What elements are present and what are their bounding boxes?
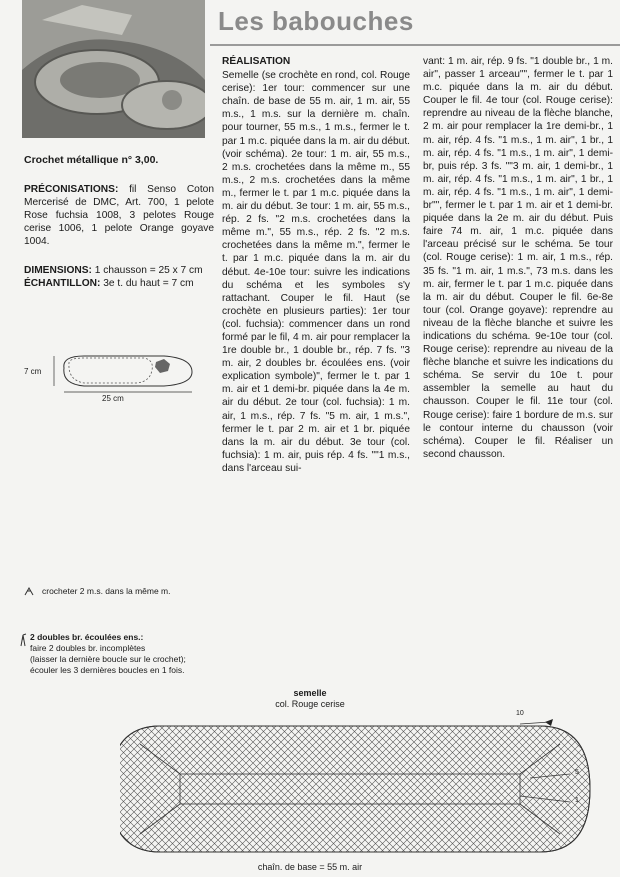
slipper-schematic	[24, 348, 204, 418]
chart-subtitle: col. Rouge cerise	[275, 699, 345, 709]
sole-crochet-chart	[120, 710, 600, 859]
legend-double-line-2: (laisser la dernière boucle sur le crochet);	[30, 654, 186, 664]
sample-text: 3e t. du haut = 7 cm	[100, 278, 194, 289]
recommendations-text: fil Senso Coton Mercerisé de DMC, Art. 700, 1 pelote Rose fuchsia 1008, 3 pelotes Rouge cerise 1006, 1 pelote Orange goyave 1004.	[24, 184, 214, 247]
row-marker-5: 5	[575, 769, 579, 776]
slipper-outline	[24, 348, 204, 418]
row-marker-1: 1	[575, 797, 579, 804]
schematic-width-label: 25 cm	[102, 394, 124, 403]
instructions-text-2: Semelle (se crochète en rond, col. Rouge cerise): 1er tour: commencer sur une chaîn. de base de 55 m. air, 1 m. air, 55 m.s., 1 m.s. sur la dernière m. chaîn. pour tourner, 55 m.s., 1 m.s., fermer le t. par 1 m.c. piquée dans la m. air du début. (voir schéma). 2e tour: 1 m. air, 55 m.s., 2 m.s. crochetées dans la même m., 55 m.s., 2 m.s. crochetées dans la même m., fermer le t. par 1 m.c. piquée dans la m. air du début. 3e tour: 1 m. air, 55 m.s., rép. 2 fs. "2 m.s. crochetées dans la même m.", 55 m.s., rép. 2 fs. "2 m.s. crochetées dans la même m.", fermer le t. par 1 m.c. piquée dans la m. air du début. 4e-10e tour: suivre les indications du schéma et les symboles s'y rattachant. Couper le fil. Haut (se crochète en plusieurs parties): 1er tour (col. fuchsia): commencer dans un rond formé par le fil, 4 m. air pour remplacer la 1re double br., 1 double br., rép. 7 fs. "3 m. air, 2 doubles br. écoulées ens. (voir explication symbole)", fermer le t. par 1 m. air et 1 demi-br. piquée dans la 4e m. air du début. 2e tour (col. fuchsia): 1 m. air, 1 m.s., rép. 7 fs. "5 m. air, 1 m.s.", fermer le t. par 2 m. air et 1 br. piquée dans la m. air du début. 3e tour (col. fuchsia): 1 m. air, puis rép. 4 fs. ""1 m.s., dans l'arceau sui-	[222, 70, 411, 474]
dimensions-text: 1 chausson = 25 x 7 cm	[91, 265, 203, 276]
legend-double-title: 2 doubles br. écoulées ens.:	[30, 632, 144, 642]
hook-size: Crochet métallique n° 3,00.	[24, 154, 159, 166]
instructions-column-2	[222, 55, 410, 475]
chart-caption	[0, 688, 620, 710]
title-divider	[210, 44, 620, 46]
base-chain-caption: chaîn. de base = 55 m. air	[257, 862, 363, 872]
legend-single	[24, 586, 171, 596]
instructions-column-3	[423, 55, 613, 461]
two-sc-same-stitch-icon	[24, 586, 36, 596]
recommendations	[24, 183, 214, 248]
legend-double-line-3: écouler les 3 dernières boucles en 1 fois.	[30, 665, 185, 675]
page-title: Les babouches	[218, 6, 414, 36]
schematic-height-label: 7 cm	[24, 367, 42, 376]
realisation-heading: RÉALISATION	[222, 56, 291, 67]
instructions-text-3: vant: 1 m. air, rép. 9 fs. "1 double br., 1 m. air", passer 1 arceau"", fermer le t. par 1 m.c. piquée dans la m. air du début. Couper le fil. 4e tour (col. Rouge cerise): reprendre au niveau de la flèche blanche, 2 m. air pour remplacer la 1re demi-br., 1 m. air, rép. 4 fs. "1 m.s., 1 m. air", 1 br., 1 m. air, rép. 4 fs. "1 m.s., 1 m. air", 1 demi-br, puis rép. 3 fs. ""3 m. air, 1 demi-br., 1 m. air, rép. 4 fs. "1 m.s., 1 m. air", 1 br., 1 m. air, rép. 4 fs. "1 m.s., 1 m. air", 1 demi-br"", fermer le t. par 1 m. air et 1 demi-br. piquée dans la 2e m. air du début. Puis faire 74 m. air, 1 m.c. piquée dans l'arceau précisé sur le schéma. 5e tour (col. Rouge cerise): 1 m. air, 1 m.s., rép. 35 fs. "1 m. air, 1 m.s.", 73 m.s. dans les m. air, fermer le t. par 1 m.c. piquée dans la m. air du début. Couper le fil. 6e-8e tour (col. Orange goyave): reprendre au niveau de la flèche blanche et suivre les indications du schéma. 9e-10e tour (col. Rouge cerise): reprendre au niveau de la flèche blanche et suivre les indications du schéma. Se servir du 10e t. pour assembler la semelle au haut du chausson. Couper le fil. 11e tour (col. Rouge cerise): faire 1 bordure de m.s. sur le contour interne du chausson (voir schéma). Couper le fil. Réaliser un second chausson.	[423, 56, 613, 460]
double-treble-icon	[20, 633, 28, 650]
sole-chart-drawing	[120, 714, 600, 859]
dimensions-label: DIMENSIONS:	[24, 265, 92, 276]
recommendations-label: PRÉCONISATIONS:	[24, 184, 119, 195]
row-marker-10: 10	[516, 710, 524, 717]
sample-label: ÉCHANTILLON:	[24, 278, 101, 289]
slipper-photo-illustration	[22, 0, 205, 138]
legend-single-text: crocheter 2 m.s. dans la même m.	[42, 586, 171, 596]
dimensions-block	[24, 264, 214, 290]
slipper-photo	[22, 0, 205, 138]
chart-title: semelle	[293, 688, 327, 698]
legend-double	[30, 632, 186, 676]
legend-double-line-1: faire 2 doubles br. incomplètes	[30, 643, 146, 653]
